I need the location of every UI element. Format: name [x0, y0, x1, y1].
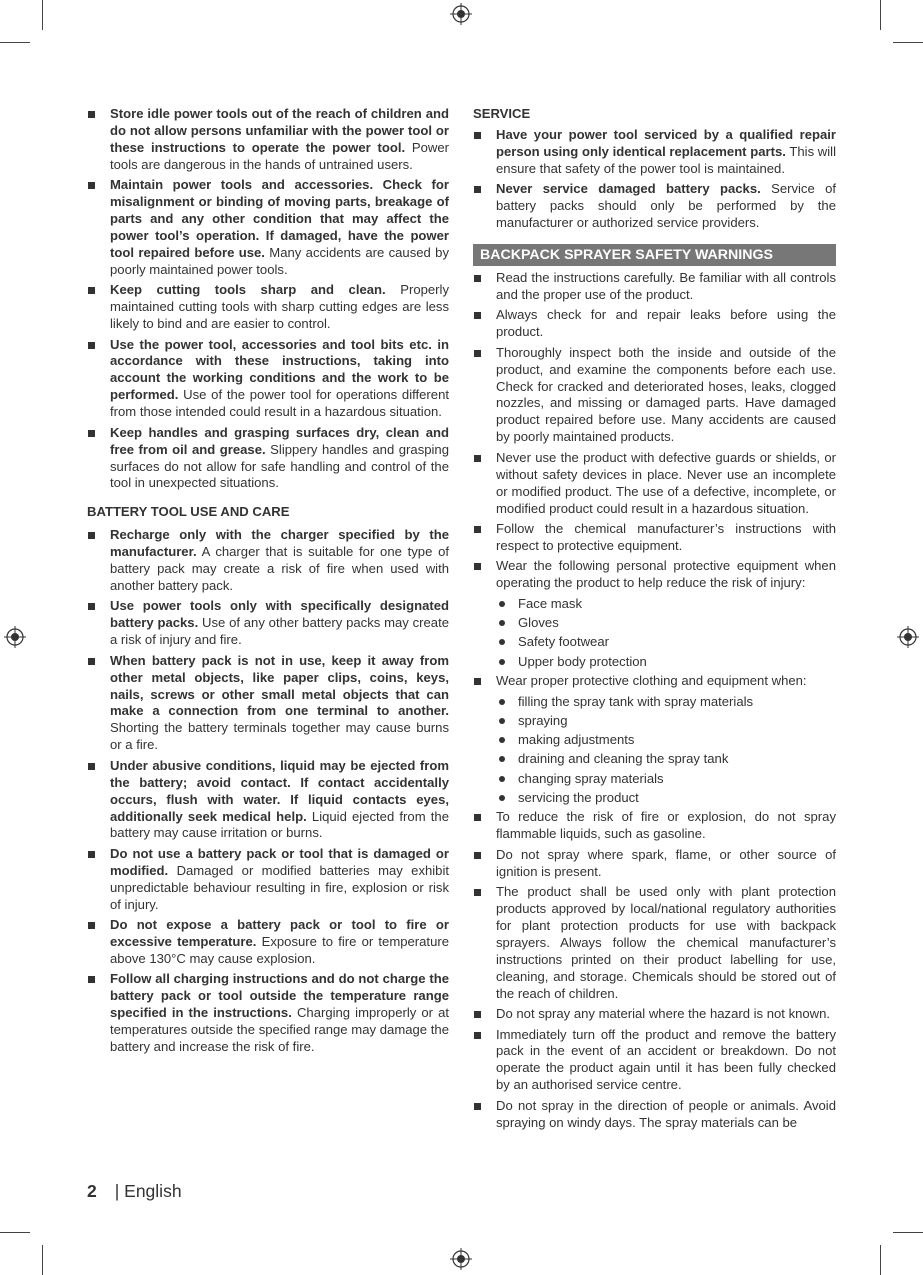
crop-mark-bottom-right-h: [893, 1232, 923, 1233]
service-list: [473, 127, 836, 232]
bullet-square-icon: [474, 852, 481, 859]
list-item: Do not spray any material where the hazard is not known.: [473, 1006, 836, 1023]
sub-list-item: servicing the product: [473, 790, 836, 807]
bullet-square-icon: [88, 430, 95, 437]
list-item: Never service damaged battery packs. Service of battery packs should only be performed by the manufacturer or authorized service providers.: [473, 181, 836, 232]
footer-language: English: [124, 1181, 182, 1201]
bullet-square-icon: [88, 532, 95, 539]
bullet-dot-icon: [499, 699, 505, 705]
bullet-dot-icon: [499, 639, 505, 645]
bullet-square-icon: [88, 658, 95, 665]
list-item: Keep cutting tools sharp and clean. Properly maintained cutting tools with sharp cutting edges are less likely to bind and are easier to control.: [87, 282, 449, 333]
bullet-square-icon: [88, 851, 95, 858]
crop-mark-bottom-right-v: [880, 1245, 881, 1275]
bullet-square-icon: [88, 603, 95, 610]
ppe-intro-item: Wear the following personal protective equipment when operating the product to help reduce the risk of injury:: [473, 558, 836, 592]
sub-list-item: Face mask: [473, 596, 836, 613]
crop-mark-top-left-h: [0, 42, 30, 43]
list-item: Follow the chemical manufacturer’s instructions with respect to protective equipment.: [473, 521, 836, 555]
bullet-square-icon: [88, 287, 95, 294]
registration-mark-top-icon: [450, 3, 472, 25]
list-item: Thoroughly inspect both the inside and outside of the product, and examine the components before each use. Check for cracked and deteriorated hoses, leaks, clogged nozzles, and missing or damaged parts. Have damaged product repaired before use. Many accidents are caused by poorly maintained products.: [473, 345, 836, 446]
list-item: Under abusive conditions, liquid may be ejected from the battery; avoid contact. If contact accidentally occurs, flush with water. If liquid contacts eyes, additionally seek medical help. Liquid ejected from the battery may cause irritation or burns.: [87, 758, 449, 843]
list-item: Do not spray in the direction of people or animals. Avoid spraying on windy days. The spray materials can be: [473, 1098, 836, 1132]
bullet-dot-icon: [499, 737, 505, 743]
bullet-square-icon: [88, 342, 95, 349]
bullet-square-icon: [474, 1011, 481, 1018]
registration-mark-right-icon: [897, 626, 919, 648]
battery-section-heading: BATTERY TOOL USE AND CARE: [87, 504, 290, 520]
page-footer: [87, 1181, 182, 1202]
bullet-square-icon: [88, 182, 95, 189]
battery-safety-list: [87, 527, 449, 1056]
bullet-square-icon: [474, 132, 481, 139]
registration-mark-bottom-icon: [450, 1248, 472, 1270]
backpack-section-heading: BACKPACK SPRAYER SAFETY WARNINGS: [473, 244, 836, 266]
bullet-square-icon: [88, 922, 95, 929]
bullet-square-icon: [88, 763, 95, 770]
bullet-dot-icon: [499, 601, 505, 607]
bullet-dot-icon: [499, 620, 505, 626]
bullet-square-icon: [88, 976, 95, 983]
bullet-square-icon: [88, 111, 95, 118]
list-item: Never use the product with defective guards or shields, or without safety devices in place. Never use an incomplete or modified product. The use of a defective, incomplete, or modified product could result in a hazardous situation.: [473, 450, 836, 518]
sub-list-item: Gloves: [473, 615, 836, 632]
sub-list-item: draining and cleaning the spray tank: [473, 751, 836, 768]
sub-list-item: making adjustments: [473, 732, 836, 749]
sub-list-item: filling the spray tank with spray materials: [473, 694, 836, 711]
list-item: When battery pack is not in use, keep it away from other metal objects, like paper clips, coins, keys, nails, screws or other small metal objects that can make a connection from one terminal to another. Shorting the battery terminals together may cause burns or a fire.: [87, 653, 449, 754]
bullet-square-icon: [474, 526, 481, 533]
list-item: Keep handles and grasping surfaces dry, clean and free from oil and grease. Slippery handles and grasping surfaces do not allow for safe handling and control of the tool in unexpected situations.: [87, 425, 449, 493]
bullet-square-icon: [474, 678, 481, 685]
bullet-square-icon: [474, 275, 481, 282]
crop-mark-top-left-v: [42, 0, 43, 30]
bullet-dot-icon: [499, 756, 505, 762]
list-item: Use the power tool, accessories and tool bits etc. in accordance with these instructions, taking into account the working conditions and the work to be performed. Use of the power tool for operations different from those intended could result in a hazardous situation.: [87, 337, 449, 422]
service-section-heading: SERVICE: [473, 106, 531, 121]
crop-mark-top-right-v: [880, 0, 881, 30]
bullet-square-icon: [474, 1103, 481, 1110]
bullet-square-icon: [474, 889, 481, 896]
crop-mark-bottom-left-v: [42, 1245, 43, 1275]
bullet-square-icon: [474, 1032, 481, 1039]
list-item: Do not spray where spark, flame, or other source of ignition is present.: [473, 847, 836, 881]
list-item: Do not use a battery pack or tool that is damaged or modified. Damaged or modified batteries may exhibit unpredictable behaviour resulting in fire, explosion or risk of injury.: [87, 846, 449, 914]
list-item: Read the instructions carefully. Be familiar with all controls and the proper use of the product.: [473, 270, 836, 304]
clothing-intro-item: Wear proper protective clothing and equipment when:: [473, 673, 836, 690]
left-column: [87, 106, 449, 1060]
sub-list-item: spraying: [473, 713, 836, 730]
list-item: Maintain power tools and accessories. Check for misalignment or binding of moving parts, breakage of parts and any other condition that may affect the power tool’s operation. If damaged, have the power tool repaired before use. Many accidents are caused by poorly maintained power tools.: [87, 177, 449, 278]
list-item: To reduce the risk of fire or explosion, do not spray flammable liquids, such as gasoline.: [473, 809, 836, 843]
bullet-dot-icon: [499, 795, 505, 801]
list-item: The product shall be used only with plant protection products approved by local/national regulatory authorities for plant protection products for use with backpack sprayers. Always follow the chemical manufacturer’s instructions printed on their product labelling for use, cleaning, and storage. Chemicals should be stored out of the reach of children.: [473, 884, 836, 1002]
list-item: Have your power tool serviced by a qualified repair person using only identical replacement parts. This will ensure that safety of the power tool is maintained.: [473, 127, 836, 178]
footer-separator: |: [114, 1181, 120, 1201]
sub-list-item: Safety footwear: [473, 634, 836, 651]
backpack-safety-list: [473, 270, 836, 1132]
sub-list-item: changing spray materials: [473, 771, 836, 788]
crop-mark-top-right-h: [893, 42, 923, 43]
crop-mark-bottom-left-h: [0, 1232, 30, 1233]
page-number: 2: [87, 1181, 97, 1201]
registration-mark-left-icon: [4, 626, 26, 648]
list-item: Immediately turn off the product and remove the battery pack in the event of an accident or breakdown. Do not operate the product again until it has been fully checked by an authorised service centre.: [473, 1027, 836, 1095]
bullet-square-icon: [474, 186, 481, 193]
list-item: Do not expose a battery pack or tool to fire or excessive temperature. Exposure to fire or temperature above 130°C may cause explosion.: [87, 917, 449, 968]
bullet-square-icon: [474, 350, 481, 357]
bullet-dot-icon: [499, 776, 505, 782]
list-item: Follow all charging instructions and do not charge the battery pack or tool outside the temperature range specified in the instructions. Charging improperly or at temperatures outside the specified range may damage the battery and increase the risk of fire.: [87, 971, 449, 1056]
list-item: Always check for and repair leaks before using the product.: [473, 307, 836, 341]
list-item: Recharge only with the charger specified by the manufacturer. A charger that is suitable for one type of battery pack may create a risk of fire when used with another battery pack.: [87, 527, 449, 595]
list-item: Use power tools only with specifically designated battery packs. Use of any other battery packs may create a risk of injury and fire.: [87, 598, 449, 649]
bullet-square-icon: [474, 455, 481, 462]
general-safety-list: [87, 106, 449, 492]
bullet-dot-icon: [499, 659, 505, 665]
sub-list-item: Upper body protection: [473, 654, 836, 671]
list-item: Store idle power tools out of the reach of children and do not allow persons unfamiliar with the power tool or these instructions to operate the power tool. Power tools are dangerous in the hands of untrained users.: [87, 106, 449, 174]
bullet-square-icon: [474, 563, 481, 570]
bullet-square-icon: [474, 814, 481, 821]
right-column: [473, 106, 836, 1135]
bullet-square-icon: [474, 312, 481, 319]
bullet-dot-icon: [499, 718, 505, 724]
